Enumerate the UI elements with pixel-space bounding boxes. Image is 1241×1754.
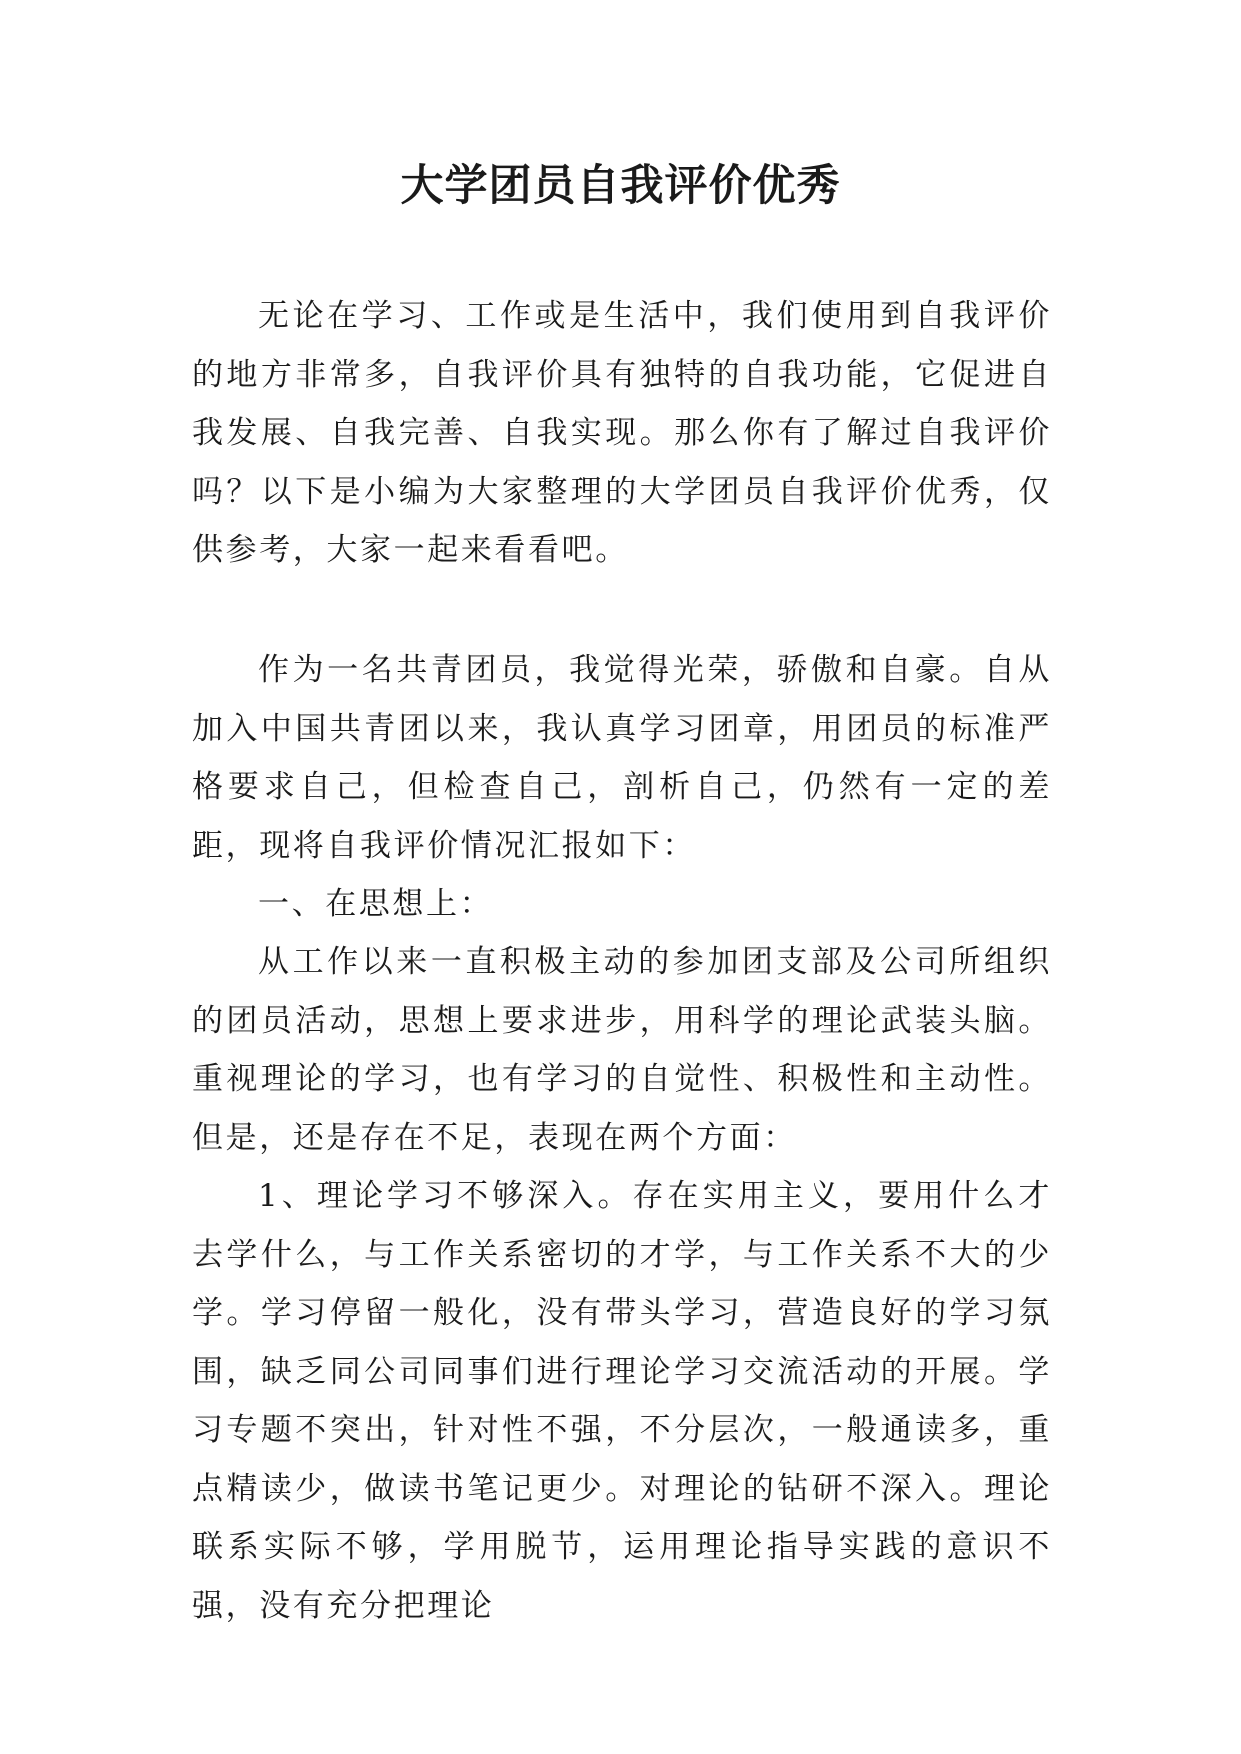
section-heading-thought: 一、在思想上：: [258, 886, 494, 922]
theory-study-paragraph: 1、理论学习不够深入。存在实用主义，要用什么才去学什么，与工作关系密切的才学，与工作关系不大的少学。学习停留一般化，没有带头学习，营造良好的学习氛围，缺乏同公司同事们进行理论学习交流活动的开展。学习专题不突出，针对性不强，不分层次，一般通读多，重点精读少，做读书笔记更少。对理论的钻研不深入。理论联系实际不够，学用脱节，运用理论指导实践的意识不强，没有充分把理论: [192, 1178, 1052, 1624]
document-title: 大学团员自我评价优秀: [400, 161, 841, 211]
thought-body-paragraph: 从工作以来一直积极主动的参加团支部及公司所组织的团员活动，思想上要求进步，用科学的理论武装头脑。重视理论的学习，也有学习的自觉性、积极性和主动性。但是，还是存在不足，表现在两个方面：: [192, 944, 1052, 1156]
opening-paragraph: 作为一名共青团员，我觉得光荣，骄傲和自豪。自从加入中国共青团以来，我认真学习团章，用团员的标准严格要求自己，但检查自己，剖析自己，仍然有一定的差距，现将自我评价情况汇报如下：: [192, 652, 1052, 864]
intro-paragraph: 无论在学习、工作或是生活中，我们使用到自我评价的地方非常多，自我评价具有独特的自我功能，它促进自我发展、自我完善、自我实现。那么你有了解过自我评价吗？以下是小编为大家整理的大学团员自我评价优秀，仅供参考，大家一起来看看吧。: [192, 298, 1052, 568]
